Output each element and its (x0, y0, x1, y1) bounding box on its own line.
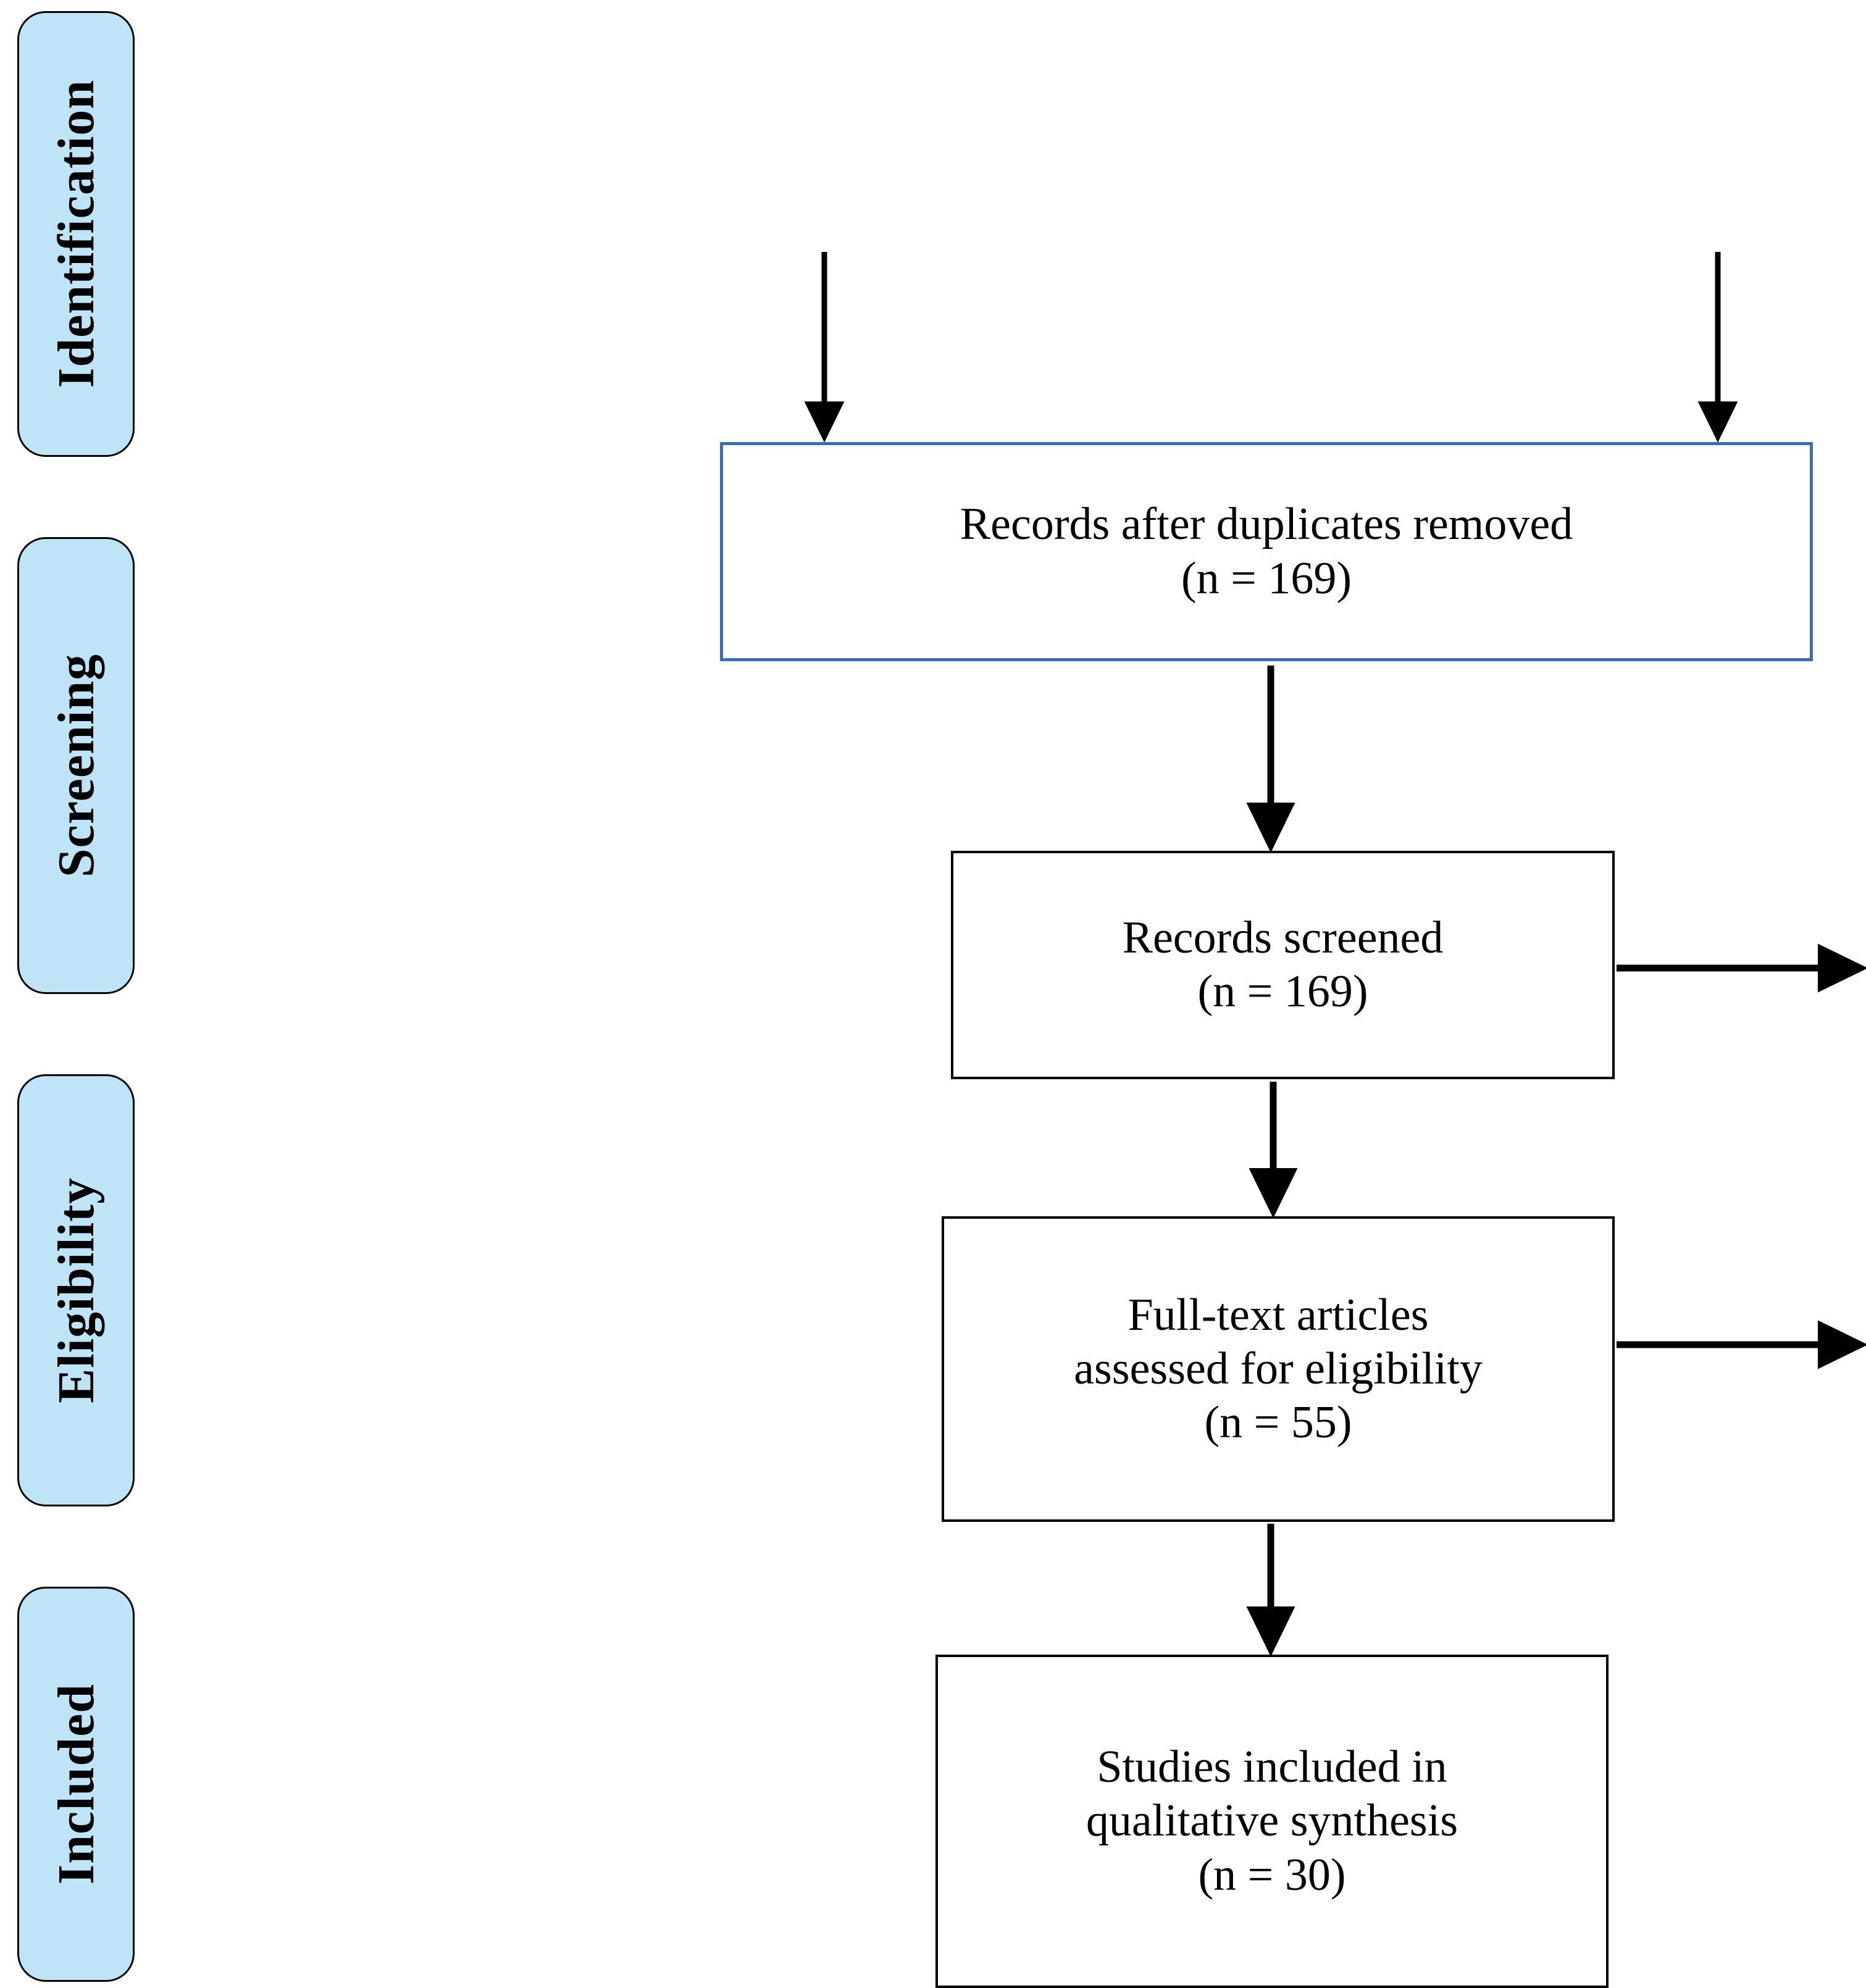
box-fulltext-title-line2: assessed for eligibility (1074, 1343, 1483, 1394)
box-records-after-duplicates-removed (720, 442, 1813, 661)
stage-label-screening-text: Screening (47, 653, 105, 878)
box-fulltext-count: (n = 55) (1204, 1397, 1352, 1448)
box-included-title-line1: Studies included in (1097, 1742, 1447, 1793)
stage-label-included (17, 1587, 135, 1982)
stage-label-eligibility (17, 1074, 135, 1506)
stage-label-identification (17, 11, 135, 457)
box-fulltext-title-line1: Full-text articles (1128, 1289, 1429, 1340)
stage-label-eligibility-text: Eligibility (47, 1177, 105, 1403)
box-studies-included-qualitative-synthesis (935, 1655, 1609, 1988)
box-included-count: (n = 30) (1198, 1849, 1346, 1900)
stage-label-screening (17, 537, 135, 994)
box-duplicates-count: (n = 169) (1181, 553, 1352, 604)
box-records-screened (951, 851, 1615, 1079)
box-duplicates-title: Records after duplicates removed (960, 499, 1573, 550)
stage-label-identification-text: Identification (47, 80, 105, 388)
stage-label-included-text: Included (47, 1684, 105, 1885)
box-included-title-line2: qualitative synthesis (1086, 1795, 1458, 1847)
box-fulltext-articles-assessed (942, 1216, 1615, 1522)
box-screened-count: (n = 169) (1197, 966, 1368, 1017)
box-screened-title: Records screened (1122, 912, 1444, 963)
